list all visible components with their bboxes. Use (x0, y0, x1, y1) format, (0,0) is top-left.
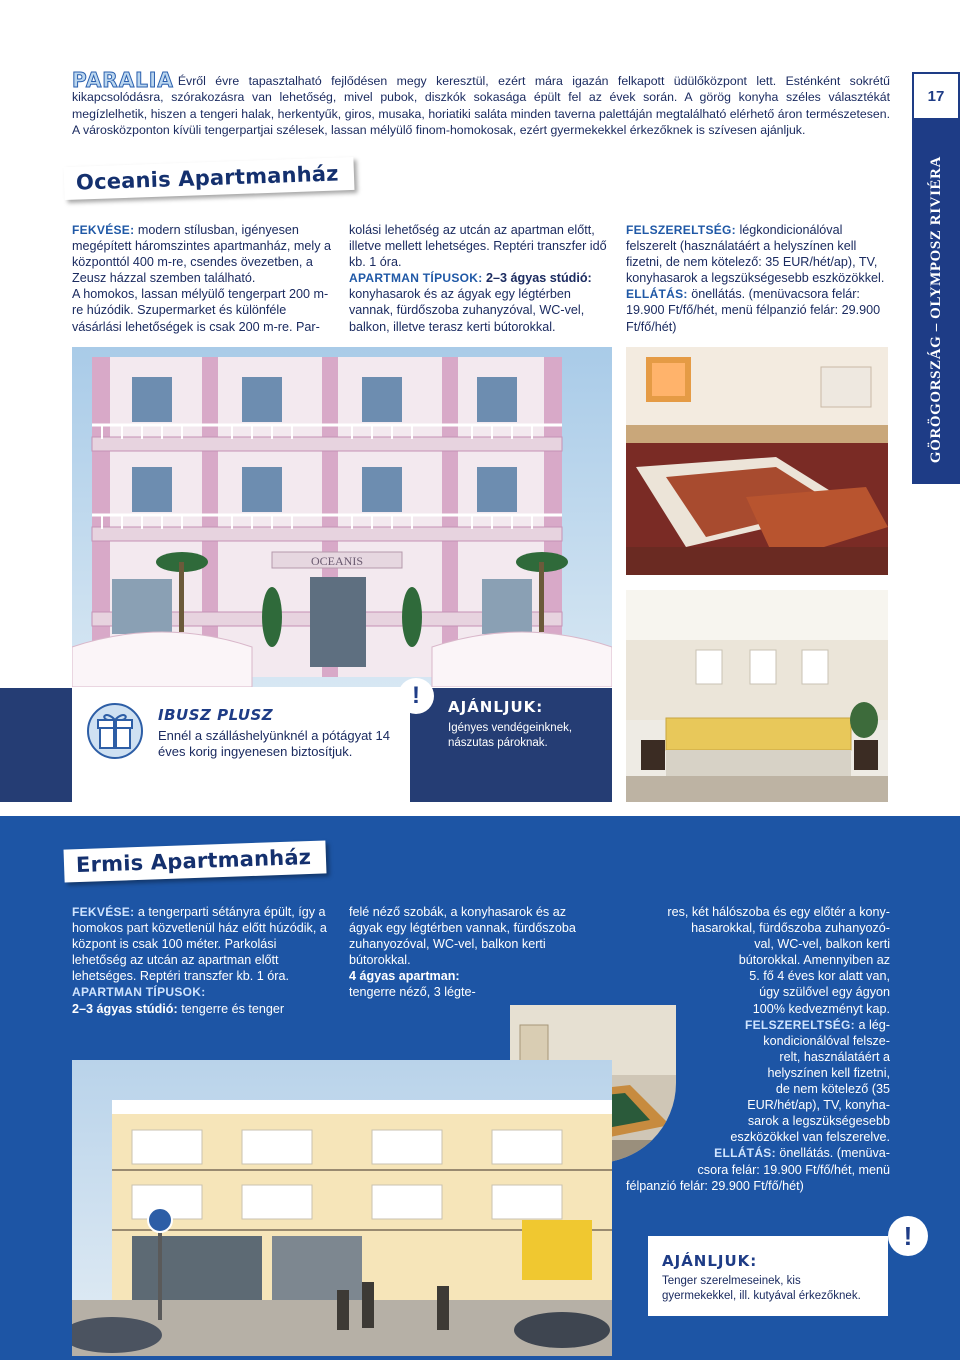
ermis-exclaim-icon (888, 1216, 928, 1256)
ermis-building-photo (72, 1060, 612, 1356)
ermis-col3-line: a lég- (858, 1017, 890, 1032)
ermis-col3-line: csora felár: 19.900 Ft/fő/hét, menü (697, 1162, 890, 1177)
intro (72, 68, 890, 138)
ermis-col3-line: eszközökkel van felszerelve. (730, 1130, 890, 1145)
ermis-col3-line: sarok a legszükségesebb (747, 1114, 890, 1129)
oceanis-board-text: önellátás. (menüvacsora felár: 19.900 Ft/fő/hét, menü félpanzió felár: 29.900 Ft/fő/hét) (626, 287, 881, 334)
city-title: PARALIA (72, 68, 174, 92)
oceanis-location-label: FEKVÉSE: (72, 223, 135, 237)
ermis-studio-label: 2–3 ágyas stúdió: (72, 1001, 178, 1016)
ermis-col3-line: félpanzió felár: 29.900 Ft/fő/hét) (626, 1178, 804, 1193)
ermis-types-label: APARTMAN TÍPUSOK: (72, 985, 206, 1000)
oceanis-equipment-label: FELSZERELTSÉG: (626, 223, 736, 237)
intro-text: Évről évre tapasztalható fejlődésen megy keresztül, ezért mára igazán felkapott üdülőközpont lett. Esténként sokrétű kikapcsolódásra, szórakozásra van lehetőség, mivel pubok, diszkók sokasága épült fel az évek során. A görög konyha széles választékát megízlelhetik, hiszen a tengeri halak, herkentyűk, giros, musaka, horiatiki saláta minden taverna palettáján megtalálható elérhető áron természetesen. A városközponton kívüli tengerpartjai szélesek, lassan mélyülő finom-homokosak, ezért gyermekekkel érkezőknek is szívesen ajánljuk. (72, 74, 890, 137)
ermis-studio-text-cont: felé néző szobák, a konyhasarok és az ágyak egy légtérben vannak, fürdőszoba zuhanyozóval, WC-vel, balkon kerti bútorokkal. (349, 905, 576, 968)
oceanis-col2 (349, 222, 611, 335)
oceanis-col3 (626, 222, 890, 335)
oceanis-building-photo (72, 347, 612, 687)
ermis-location-label: FEKVÉSE: (72, 905, 135, 919)
ermis-board-label: ELLÁTÁS: (714, 1146, 776, 1161)
ermis-building-illustration (72, 1060, 612, 1356)
ermis-col3-line: 5. fő 4 éves kor alatt van, (749, 969, 890, 984)
oceanis-board-label: ELLÁTÁS: (626, 287, 688, 302)
ermis-col3-line: úgy szülővel egy ágyon (759, 985, 890, 1000)
ermis-equipment-label: FELSZERELTSÉG: (745, 1017, 855, 1032)
ermis-col3-line: de nem kötelező (35 (775, 1082, 890, 1097)
oceanis-equipment-text: légkondicionálóval felszerelt (használatáért a helyszínen kell fizetni, de nem kötelező: 35 EUR/hét/ap), TV, konyhasarok a legszükségesebb eszközökkel. (626, 223, 885, 286)
ermis-col1 (72, 904, 334, 1017)
ermis-apartment-text: tengerre néző, 3 légte- (349, 985, 476, 1000)
lobby-illustration (626, 590, 888, 802)
oceanis-recommend-text: Igényes vendégeinknek, nászutas pároknak. (448, 722, 573, 749)
side-label-box (912, 140, 960, 480)
ermis-col3-line: res, két hálószoba és egy előtér a kony- (667, 905, 890, 919)
building-illustration (72, 347, 612, 687)
ermis-col3-line: relt, használatáért a (779, 1049, 890, 1064)
ermis-col3-line: val, WC-vel, balkon kerti (754, 937, 890, 952)
oceanis-studio-label: 2–3 ágyas stúdió: (486, 271, 592, 286)
ermis-col3-line: hasarokkal, fürdőszoba zuhanyozó- (691, 921, 890, 936)
ermis-col3-line: önellátás. (menüva- (779, 1146, 890, 1161)
bedroom-illustration (626, 347, 888, 575)
ermis-col3-line: EUR/hét/ap), TV, konyha- (747, 1098, 890, 1113)
page-number: 17 (912, 72, 960, 120)
oceanis-exclaim-icon (398, 678, 434, 714)
oceanis-exclaim-mark: ! (412, 682, 420, 709)
gift-icon (86, 702, 144, 760)
ermis-col3-line: bútorokkal. Amennyiben az (738, 953, 890, 968)
oceanis-title: Oceanis Apartmanház (64, 157, 355, 200)
oceanis-bedroom-photo (626, 347, 888, 575)
ermis-col3-line: kondicionálóval felsze- (763, 1033, 890, 1048)
side-label: GÖRÖGORSZÁG – OLYMPOSZ RIVIÉRA (927, 156, 944, 464)
oceanis-beach-text: A homokos, lassan mélyülő tengerpart 200 m-re húzódik. Szupermarket és különféle vásárlási lehetőségek is csak 200 m-re. Par- (72, 287, 329, 334)
oceanis-parking-text: kolási lehetőség az utcán az apartman előtt, illetve mellett lehetséges. Reptéri transzfer idő kb. 1 óra. (349, 223, 607, 270)
ibusz-title: IBUSZ PLUSZ (158, 706, 274, 724)
ermis-recommend-box (648, 1236, 888, 1316)
ermis-col2 (349, 904, 599, 1001)
ermis-recommend-text: Tenger szerelmeseinek, kis gyermekekkel, ill. kutyával érkezőknek. (662, 1275, 861, 1302)
ermis-col3-line: helyszínen kell fizetni, (767, 1065, 890, 1080)
ermis-recommend-title: AJÁNLJUK: (662, 1252, 758, 1270)
ibusz-text: Ennél a szálláshelyünknél a pótágyat 14 éves korig ingyenesen biztosítjuk. (158, 728, 390, 759)
oceanis-location-text: modern stílusban, igényesen megépített háromszintes apartmanház, mely a központtól 400 m-re, csendes övezetben, a Zeusz házzal szemben található. (72, 223, 331, 286)
oceanis-lobby-photo (626, 590, 888, 802)
ermis-apartment-label: 4 ágyas apartman: (349, 969, 460, 984)
oceanis-types-label: APARTMAN TÍPUSOK: (349, 271, 483, 286)
oceanis-col1 (72, 222, 334, 335)
ermis-title: Ermis Apartmanház (64, 840, 327, 882)
ermis-studio-text: tengerre és tenger (181, 1001, 285, 1016)
oceanis-recommend-title: AJÁNLJUK: (448, 698, 544, 716)
oceanis-ibusz-box (72, 688, 410, 802)
oceanis-studio-text: konyhasarok és az ágyak egy légtérben vannak, fürdőszoba zuhanyzóval, WC-vel, balkon, illetve terasz kerti bútorokkal. (349, 287, 585, 334)
ermis-exclaim-mark: ! (903, 1220, 913, 1251)
oceanis-sign: OCEANIS (310, 554, 364, 568)
ermis-location-text: a tengerparti sétányra épült, így a homokos part közvetlenül ház előtt húzódik, a központ is csak 100 méter. Parkolási lehetőség az utcán az apartman előtt lehetséges. Reptéri transzfer kb. 1 óra. (72, 905, 327, 984)
ermis-col3-line: 100% kedvezményt kap. (752, 1001, 890, 1016)
